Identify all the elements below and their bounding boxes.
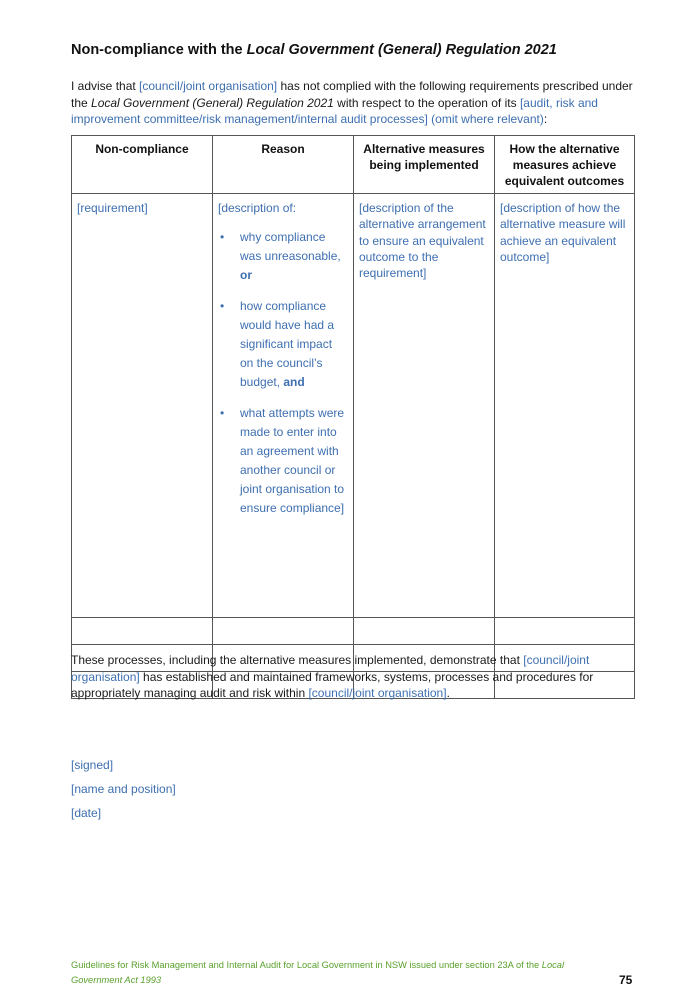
table-header-row xyxy=(72,136,635,194)
placeholder-council: [council/joint organisation] xyxy=(139,79,278,93)
placeholder-processes: [audit, risk and improvement committee/risk management/internal audit processes] (omit where relevant) xyxy=(71,95,598,126)
list-item: • how compliance would have had a significant impact on the council’s budget, and xyxy=(220,299,335,390)
list-item: • what attempts were made to enter into an agreement with another council or joint organisation to ensure compliance] xyxy=(220,406,345,516)
table-row xyxy=(72,194,635,618)
intro-paragraph: I advise that [council/joint organisation] has not complied with the following requirements prescribed under the Local Government (General) Regulation 2021 with respect to the operation of its [audit, risk and improvement committee/risk management/internal audit processes] (omit where relevant): xyxy=(71,79,633,126)
cell-reason xyxy=(213,194,354,618)
closing-paragraph: These processes, including the alternative measures implemented, demonstrate that [council/joint organisation] has established and maintained frameworks, systems, processes and procedures for appropriately managing audit and risk within [council/joint organisation]. xyxy=(71,653,594,700)
bullet-icon: • xyxy=(220,230,225,245)
cell-alternative: [description of the alternative arrangement to ensure an equivalent outcome to the requirement] xyxy=(354,194,495,618)
placeholder-council: [council/joint organisation] xyxy=(71,653,590,684)
page-footer: Guidelines for Risk Management and Internal Audit for Local Government in NSW issued under section 23A of the Local Government Act 1993 xyxy=(71,960,565,985)
name-position-placeholder: [name and position] xyxy=(71,782,176,796)
signed-placeholder: [signed] xyxy=(71,758,114,772)
list-item: • why compliance was unreasonable, or xyxy=(220,230,341,283)
cell-requirement: [requirement] xyxy=(72,194,213,618)
non-compliance-table xyxy=(71,135,635,699)
reason-bullet-list xyxy=(218,228,348,518)
bullet-icon: • xyxy=(220,299,225,314)
page-number: 75 xyxy=(619,973,633,987)
section-heading: Non-compliance with the Local Government (General) Regulation 2021 xyxy=(71,42,557,58)
col-header-non-compliance: Non-compliance xyxy=(72,136,213,194)
table-row xyxy=(72,618,635,645)
cell-how: [description of how the alternative measure will achieve an equivalent outcome] xyxy=(495,194,635,618)
reason-intro: [description of: xyxy=(218,201,297,215)
col-header-alternative-measures: Alternative measures being implemented xyxy=(354,136,495,194)
heading-regulation-title: Local Government (General) Regulation 2021 xyxy=(246,42,557,58)
placeholder-council: [council/joint organisation] xyxy=(308,686,447,700)
date-placeholder: [date] xyxy=(71,806,102,820)
col-header-reason: Reason xyxy=(213,136,354,194)
col-header-equivalent-outcomes: How the alternative measures achieve equivalent outcomes xyxy=(495,136,635,194)
bullet-icon: • xyxy=(220,406,225,421)
